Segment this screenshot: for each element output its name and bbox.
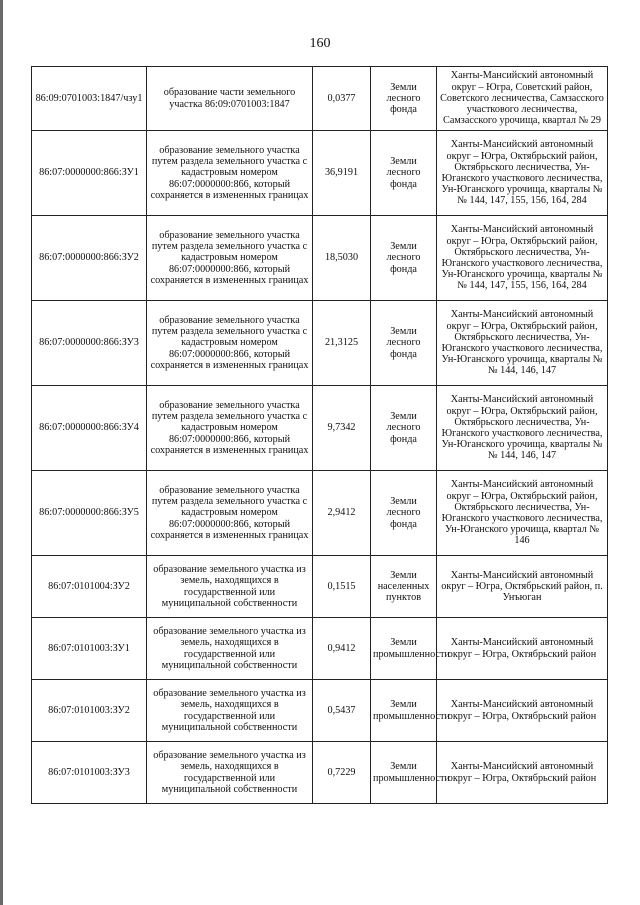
- area-cell: 0,0377: [313, 67, 371, 131]
- description-cell: образование земельного участка путем раздела земельного участка с кадастровым номером 86:07:0000000:866, который сохраняется в измененных границах: [147, 216, 313, 301]
- cadastral-number-cell: 86:07:0101003:ЗУ3: [32, 742, 147, 804]
- land-category-cell: Земли лесного фонда: [371, 67, 437, 131]
- location-cell: Ханты-Мансийский автономный округ – Югра, Октябрьский район, Октябрьского лесничества, Ун-Юганского участкового лесничества, Ун-Юганского урочища, квартал № 146: [437, 471, 608, 556]
- table-row: [32, 216, 608, 301]
- table-row: [32, 471, 608, 556]
- location-cell: Ханты-Мансийский автономный округ – Югра, Октябрьский район, п. Унъюган: [437, 556, 608, 618]
- table-row: [32, 67, 608, 131]
- description-cell: образование земельного участка из земель, находящихся в государственной или муниципальной собственности: [147, 680, 313, 742]
- area-cell: 9,7342: [313, 386, 371, 471]
- area-cell: 0,7229: [313, 742, 371, 804]
- page-number: 160: [309, 36, 331, 51]
- land-category-cell: Земли населенных пунктов: [371, 556, 437, 618]
- table-row: [32, 386, 608, 471]
- table-row: [32, 131, 608, 216]
- land-plots-table: [31, 66, 608, 804]
- land-category-cell: Земли лесного фонда: [371, 386, 437, 471]
- cadastral-number-cell: 86:09:0701003:1847/чзу1: [32, 67, 147, 131]
- location-cell: Ханты-Мансийский автономный округ – Югра, Октябрьский район: [437, 742, 608, 804]
- description-cell: образование земельного участка из земель, находящихся в государственной или муниципальной собственности: [147, 556, 313, 618]
- table-row: [32, 556, 608, 618]
- table-row: [32, 301, 608, 386]
- cadastral-number-cell: 86:07:0000000:866:ЗУ3: [32, 301, 147, 386]
- location-cell: Ханты-Мансийский автономный округ – Югра, Октябрьский район, Октябрьского лесничества, Ун-Юганского участкового лесничества, Ун-Юганского урочища, кварталы №№ 144, 147, 155, 156, 164, 284: [437, 131, 608, 216]
- land-category-cell: Земли лесного фонда: [371, 216, 437, 301]
- area-cell: 21,3125: [313, 301, 371, 386]
- description-cell: образование земельного участка из земель, находящихся в государственной или муниципальной собственности: [147, 742, 313, 804]
- scan-edge: [0, 0, 3, 905]
- cadastral-number-cell: 86:07:0101003:ЗУ1: [32, 618, 147, 680]
- cadastral-number-cell: 86:07:0101004:ЗУ2: [32, 556, 147, 618]
- cadastral-number-cell: 86:07:0000000:866:ЗУ1: [32, 131, 147, 216]
- area-cell: 36,9191: [313, 131, 371, 216]
- location-cell: Ханты-Мансийский автономный округ – Югра, Советский район, Советского лесничества, Самзасского участкового лесничества, Самзасского урочища, квартал № 29: [437, 67, 608, 131]
- cadastral-number-cell: 86:07:0000000:866:ЗУ5: [32, 471, 147, 556]
- land-category-cell: Земли промышленности: [371, 680, 437, 742]
- location-cell: Ханты-Мансийский автономный округ – Югра, Октябрьский район, Октябрьского лесничества, Ун-Юганского участкового лесничества, Ун-Юганского урочища, кварталы №№ 144, 147, 155, 156, 164, 284: [437, 216, 608, 301]
- description-cell: образование земельного участка путем раздела земельного участка с кадастровым номером 86:07:0000000:866, который сохраняется в измененных границах: [147, 471, 313, 556]
- location-cell: Ханты-Мансийский автономный округ – Югра, Октябрьский район: [437, 618, 608, 680]
- area-cell: 2,9412: [313, 471, 371, 556]
- location-cell: Ханты-Мансийский автономный округ – Югра, Октябрьский район: [437, 680, 608, 742]
- area-cell: 0,1515: [313, 556, 371, 618]
- cadastral-number-cell: 86:07:0000000:866:ЗУ2: [32, 216, 147, 301]
- description-cell: образование части земельного участка 86:09:0701003:1847: [147, 67, 313, 131]
- cadastral-number-cell: 86:07:0000000:866:ЗУ4: [32, 386, 147, 471]
- location-cell: Ханты-Мансийский автономный округ – Югра, Октябрьский район, Октябрьского лесничества, Ун-Юганского участкового лесничества, Ун-Юганского урочища, кварталы №№ 144, 146, 147: [437, 386, 608, 471]
- description-cell: образование земельного участка путем раздела земельного участка с кадастровым номером 86:07:0000000:866, который сохраняется в измененных границах: [147, 131, 313, 216]
- land-category-cell: Земли лесного фонда: [371, 131, 437, 216]
- table-row: [32, 618, 608, 680]
- area-cell: 0,5437: [313, 680, 371, 742]
- location-cell: Ханты-Мансийский автономный округ – Югра, Октябрьский район, Октябрьского лесничества, Ун-Юганского участкового лесничества, Ун-Юганского урочища, кварталы №№ 144, 146, 147: [437, 301, 608, 386]
- table-row: [32, 742, 608, 804]
- area-cell: 18,5030: [313, 216, 371, 301]
- land-category-cell: Земли лесного фонда: [371, 471, 437, 556]
- description-cell: образование земельного участка путем раздела земельного участка с кадастровым номером 86:07:0000000:866, который сохраняется в измененных границах: [147, 301, 313, 386]
- land-category-cell: Земли лесного фонда: [371, 301, 437, 386]
- area-cell: 0,9412: [313, 618, 371, 680]
- description-cell: образование земельного участка из земель, находящихся в государственной или муниципальной собственности: [147, 618, 313, 680]
- cadastral-number-cell: 86:07:0101003:ЗУ2: [32, 680, 147, 742]
- land-category-cell: Земли промышленности: [371, 618, 437, 680]
- land-category-cell: Земли промышленности: [371, 742, 437, 804]
- description-cell: образование земельного участка путем раздела земельного участка с кадастровым номером 86:07:0000000:866, который сохраняется в измененных границах: [147, 386, 313, 471]
- table-row: [32, 680, 608, 742]
